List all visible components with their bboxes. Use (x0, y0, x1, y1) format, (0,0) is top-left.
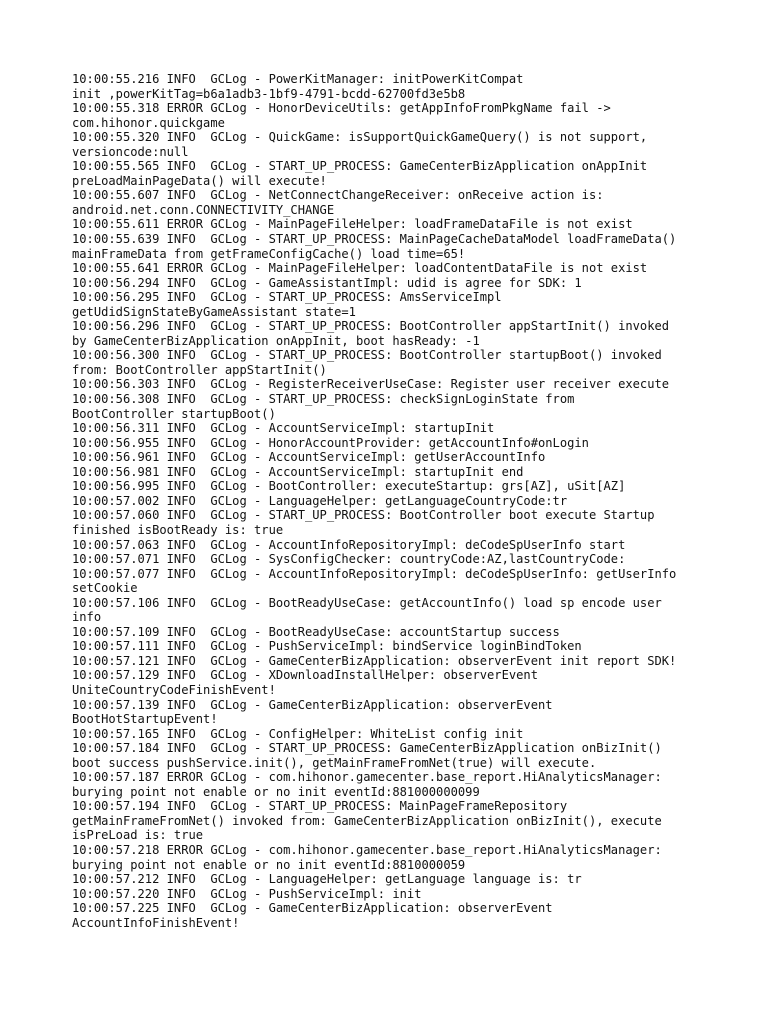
log-line: UniteCountryCodeFinishEvent! (72, 682, 276, 697)
log-line: 10:00:56.981 INFO GCLog - AccountServiceImpl: startupInit end (72, 464, 524, 479)
log-line: AccountInfoFinishEvent! (72, 915, 240, 930)
log-line: getUdidSignStateByGameAssistant state=1 (72, 304, 356, 319)
log-line: versioncode:null (72, 144, 189, 159)
log-line: setCookie (72, 581, 138, 596)
log-document (72, 72, 712, 930)
log-line: 10:00:56.296 INFO GCLog - START_UP_PROCESS: BootController appStartInit() invoked (72, 319, 670, 334)
log-line: 10:00:56.295 INFO GCLog - START_UP_PROCESS: AmsServiceImpl (72, 290, 502, 305)
log-line: 10:00:57.002 INFO GCLog - LanguageHelper: getLanguageCountryCode:tr (72, 493, 568, 508)
log-text (72, 72, 712, 930)
log-line: burying point not enable or no init eventId:8810000059 (72, 857, 466, 872)
log-line: 10:00:57.194 INFO GCLog - START_UP_PROCESS: MainPageFrameRepository (72, 799, 568, 814)
log-line: 10:00:55.565 INFO GCLog - START_UP_PROCESS: GameCenterBizApplication onAppInit (72, 159, 648, 174)
log-line: 10:00:57.220 INFO GCLog - PushServiceImpl: init (72, 886, 422, 901)
log-line: 10:00:55.318 ERROR GCLog - HonorDeviceUtils: getAppInfoFromPkgName fail -> (72, 101, 611, 116)
log-line: BootController startupBoot() (72, 406, 276, 421)
log-line: 10:00:56.311 INFO GCLog - AccountServiceImpl: startupInit (72, 421, 495, 436)
log-line: 10:00:57.077 INFO GCLog - AccountInfoRepositoryImpl: deCodeSpUserInfo: getUserInfo (72, 566, 677, 581)
log-line: 10:00:57.129 INFO GCLog - XDownloadInstallHelper: observerEvent (72, 668, 538, 683)
log-line: boot success pushService.init(), getMainFrameFromNet(true) will execute. (72, 755, 597, 770)
log-line: 10:00:55.639 INFO GCLog - START_UP_PROCESS: MainPageCacheDataModel loadFrameData() (72, 232, 677, 247)
log-line: 10:00:57.121 INFO GCLog - GameCenterBizApplication: observerEvent init report SDK! (72, 653, 677, 668)
log-line: 10:00:57.184 INFO GCLog - START_UP_PROCESS: GameCenterBizApplication onBizInit() (72, 741, 662, 756)
log-line: 10:00:55.611 ERROR GCLog - MainPageFileHelper: loadFrameDataFile is not exist (72, 217, 633, 232)
log-line: 10:00:56.308 INFO GCLog - START_UP_PROCESS: checkSignLoginState from (72, 392, 575, 407)
log-line: 10:00:57.139 INFO GCLog - GameCenterBizApplication: observerEvent (72, 697, 553, 712)
log-line: 10:00:56.995 INFO GCLog - BootController: executeStartup: grs[AZ], uSit[AZ] (72, 479, 626, 494)
log-line: isPreLoad is: true (72, 828, 204, 843)
log-line: 10:00:57.218 ERROR GCLog - com.hihonor.gamecenter.base_report.HiAnalyticsManager: (72, 842, 662, 857)
log-line: from: BootController appStartInit() (72, 362, 327, 377)
log-line: 10:00:57.111 INFO GCLog - PushServiceImpl: bindService loginBindToken (72, 639, 582, 654)
log-line: 10:00:57.165 INFO GCLog - ConfigHelper: WhiteList config init (72, 726, 524, 741)
log-line: burying point not enable or no init eventId:881000000099 (72, 784, 480, 799)
log-line: 10:00:57.071 INFO GCLog - SysConfigChecker: countryCode:AZ,lastCountryCode: (72, 552, 626, 567)
log-line: 10:00:55.216 INFO GCLog - PowerKitManager: initPowerKitCompat (72, 72, 524, 86)
log-line: init ,powerKitTag=b6a1adb3-1bf9-4791-bcdd-62700fd3e5b8 (72, 86, 466, 101)
log-line: 10:00:57.109 INFO GCLog - BootReadyUseCase: accountStartup success (72, 624, 560, 639)
log-line: 10:00:56.303 INFO GCLog - RegisterReceiverUseCase: Register user receiver execute (72, 377, 670, 392)
log-line: finished isBootReady is: true (72, 522, 284, 537)
log-line: getMainFrameFromNet() invoked from: GameCenterBizApplication onBizInit(), execute (72, 813, 662, 828)
log-line: mainFrameData from getFrameConfigCache() load time=65! (72, 246, 466, 261)
log-line: 10:00:56.961 INFO GCLog - AccountServiceImpl: getUserAccountInfo (72, 450, 546, 465)
log-line: 10:00:55.607 INFO GCLog - NetConnectChangeReceiver: onReceive action is: (72, 188, 604, 203)
log-line: 10:00:57.212 INFO GCLog - LanguageHelper: getLanguage language is: tr (72, 872, 582, 887)
log-line: 10:00:57.060 INFO GCLog - START_UP_PROCESS: BootController boot execute Startup (72, 508, 655, 523)
log-line: android.net.conn.CONNECTIVITY_CHANGE (72, 202, 335, 217)
log-line: 10:00:55.320 INFO GCLog - QuickGame: isSupportQuickGameQuery() is not support, (72, 130, 648, 145)
log-line: BootHotStartupEvent! (72, 712, 218, 727)
log-line: info (72, 610, 102, 625)
log-line: 10:00:57.106 INFO GCLog - BootReadyUseCase: getAccountInfo() load sp encode user (72, 595, 662, 610)
log-line: 10:00:57.063 INFO GCLog - AccountInfoRepositoryImpl: deCodeSpUserInfo start (72, 537, 626, 552)
log-line: 10:00:57.225 INFO GCLog - GameCenterBizApplication: observerEvent (72, 901, 553, 916)
log-line: 10:00:56.955 INFO GCLog - HonorAccountProvider: getAccountInfo#onLogin (72, 435, 589, 450)
log-line: 10:00:56.300 INFO GCLog - START_UP_PROCESS: BootController startupBoot() invoked (72, 348, 662, 363)
log-line: by GameCenterBizApplication onAppInit, boot hasReady: -1 (72, 333, 480, 348)
log-line: 10:00:56.294 INFO GCLog - GameAssistantImpl: udid is agree for SDK: 1 (72, 275, 582, 290)
log-line: 10:00:57.187 ERROR GCLog - com.hihonor.gamecenter.base_report.HiAnalyticsManager: (72, 770, 662, 785)
log-line: com.hihonor.quickgame (72, 115, 225, 130)
log-line: 10:00:55.641 ERROR GCLog - MainPageFileHelper: loadContentDataFile is not exist (72, 261, 648, 276)
log-line: preLoadMainPageData() will execute! (72, 173, 327, 188)
